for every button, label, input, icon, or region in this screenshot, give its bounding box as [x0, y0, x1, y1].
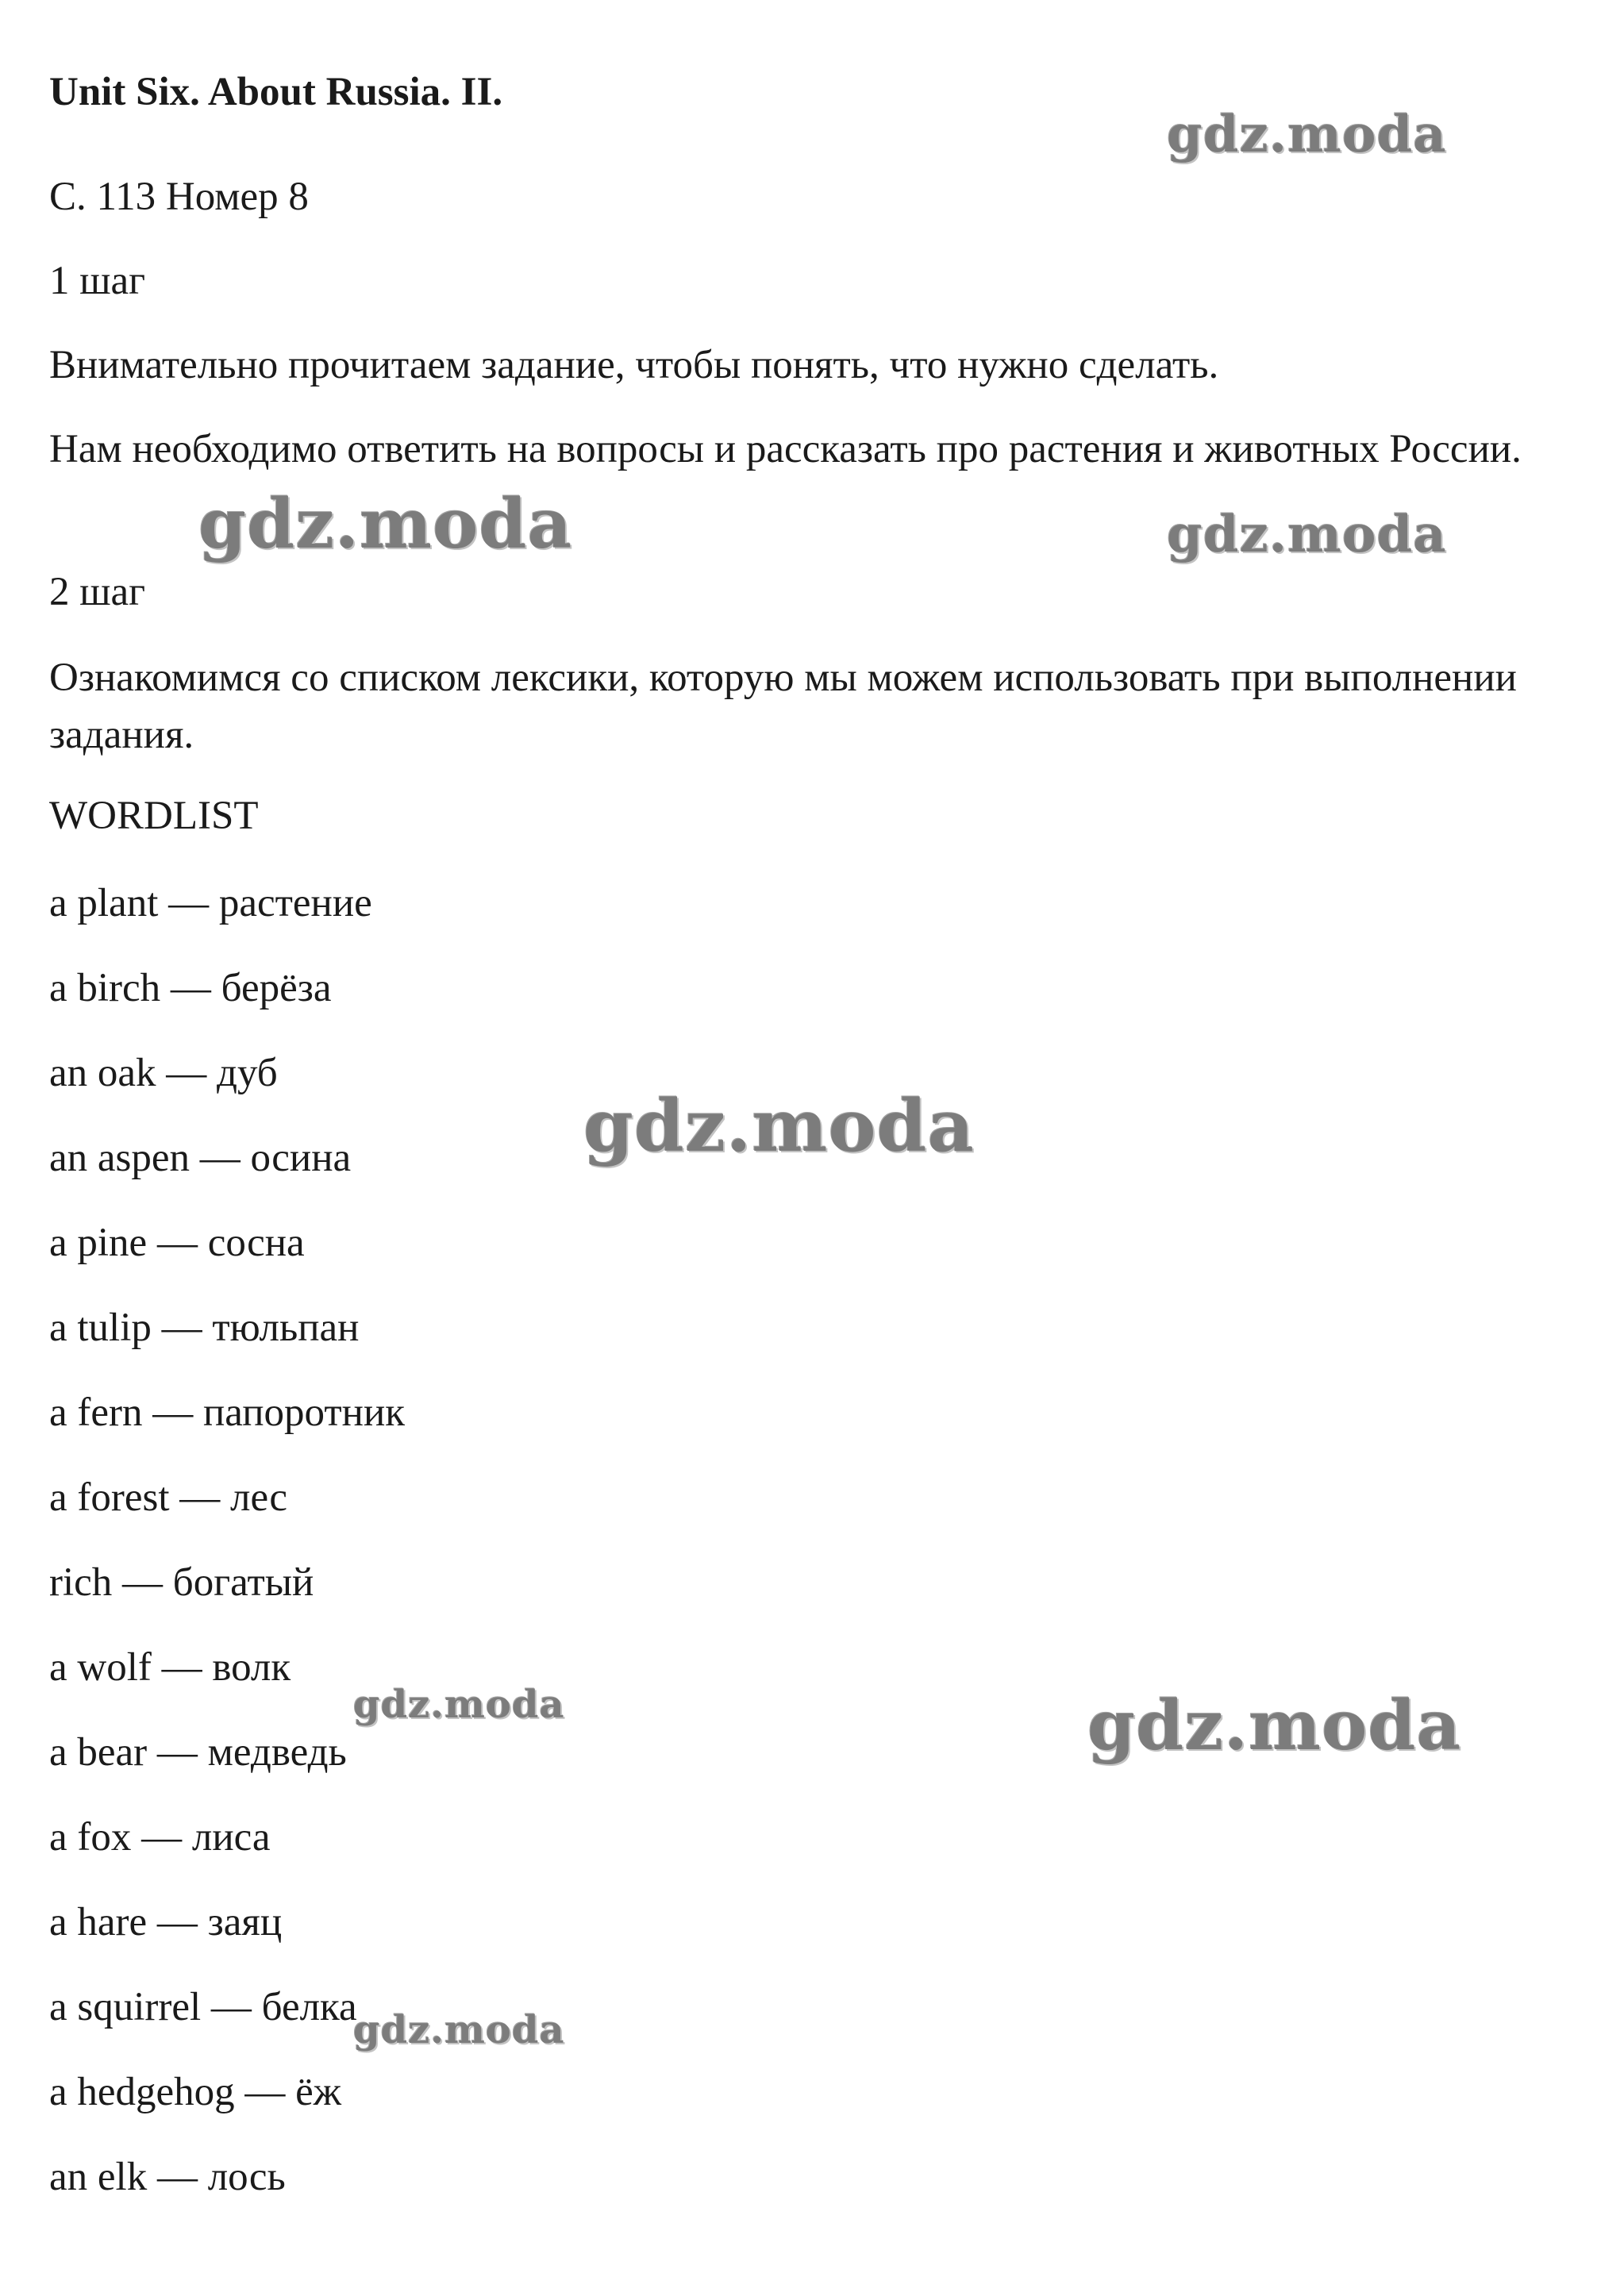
step-2-label: 2 шаг	[49, 570, 146, 614]
watermark: gdz.moda	[353, 2008, 565, 2052]
step-1-text-2: Нам необходимо ответить на вопросы и рассказать про растения и животных России.	[49, 427, 1522, 471]
wordlist-item: a pine — сосна	[49, 1221, 305, 1265]
watermark: gdz.moda	[583, 1084, 975, 1168]
wordlist-item: rich — богатый	[49, 1560, 314, 1605]
wordlist-item: a bear — медведь	[49, 1730, 347, 1775]
wordlist-item: a tulip — тюльпан	[49, 1306, 360, 1350]
wordlist-item: an oak — дуб	[49, 1051, 278, 1095]
watermark: gdz.moda	[198, 484, 573, 564]
wordlist-heading: WORDLIST	[49, 794, 259, 838]
wordlist	[49, 875, 405, 2233]
step-1-label: 1 шаг	[49, 259, 146, 303]
wordlist-item: a squirrel — белка	[49, 1985, 357, 2029]
wordlist-item: a plant — растение	[49, 881, 372, 925]
wordlist-item: a hare — заяц	[49, 1900, 283, 1944]
wordlist-item: an aspen — осина	[49, 1136, 352, 1180]
wordlist-item: a fern — папоротник	[49, 1390, 406, 1435]
wordlist-item: a birch — берёза	[49, 966, 332, 1010]
watermark: gdz.moda	[1167, 505, 1447, 564]
wordlist-item: a hedgehog — ёж	[49, 2070, 342, 2114]
watermark: gdz.moda	[1167, 105, 1447, 164]
step-1-text-1: Внимательно прочитаем задание, чтобы понять, что нужно сделать.	[49, 343, 1219, 387]
page-reference: С. 113 Номер 8	[49, 175, 309, 219]
watermark: gdz.moda	[1087, 1686, 1462, 1766]
wordlist-item: a wolf — волк	[49, 1645, 291, 1690]
step-2-text-1: Ознакомимся со списком лексики, которую мы можем использовать при выполнении задания.	[49, 656, 1517, 757]
wordlist-item: a forest — лес	[49, 1475, 287, 1520]
wordlist-item: a fox — лиса	[49, 1815, 271, 1860]
wordlist-item: an elk — лось	[49, 2155, 286, 2199]
page-title: Unit Six. About Russia. II.	[49, 70, 503, 114]
watermark: gdz.moda	[353, 1683, 565, 1727]
